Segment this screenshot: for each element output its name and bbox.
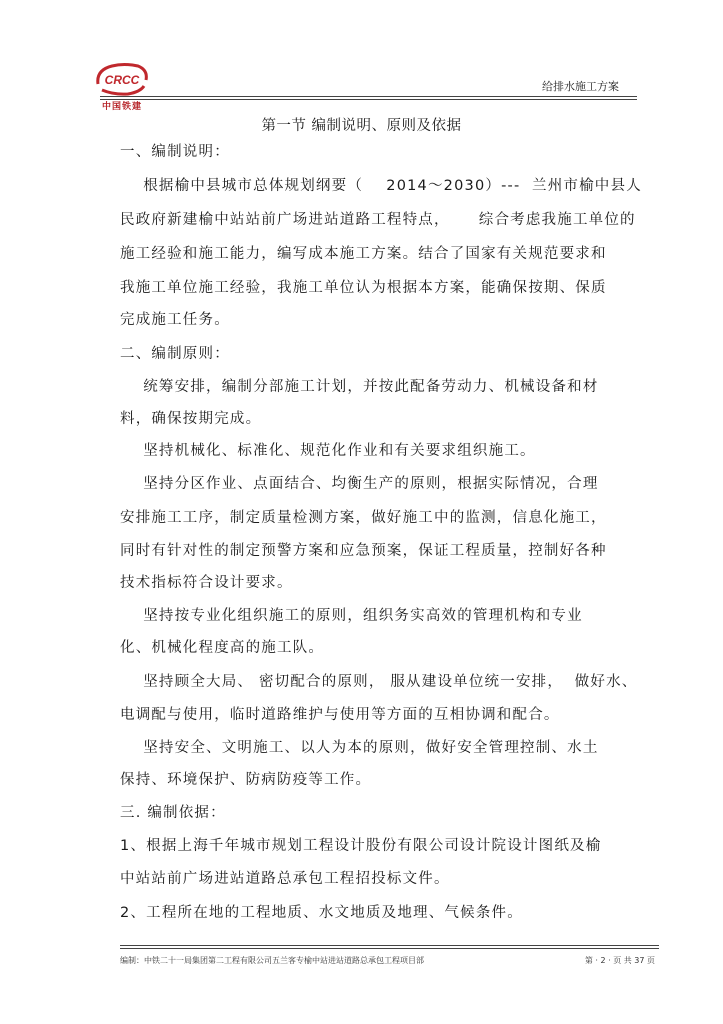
header-divider [100,96,637,100]
paragraph-line: 1、根据上海千年城市规划工程设计股份有限公司设计院设计图纸及榆 [120,838,602,854]
footer-compiler: 编制：中铁二十一局集团第二工程有限公司五兰客专榆中站进站道路总承包工程项目部 [120,956,424,965]
paragraph-line: 我施工单位施工经验，我施工单位认为根据本方案，能确保按期、保质 [120,280,607,296]
paragraph-line: 坚持按专业化组织施工的原则，组织务实高效的管理机构和专业 [120,608,583,624]
paragraph-line: 安排施工工序，制定质量检测方案，做好施工中的监测，信息化施工， [120,510,607,526]
paragraph-line: 根据榆中县城市总体规划纲要（ 2014～2030）--- 兰州市榆中县人 [120,178,642,194]
crcc-logo-icon [94,62,150,98]
header-doc-title: 给排水施工方案 [542,80,619,93]
paragraph-line: 坚持机械化、标准化、规范化作业和有关要求组织施工。 [120,443,536,459]
paragraph-line: 技术指标符合设计要求。 [120,575,293,591]
paragraph-line: 坚持分区作业、点面结合、均衡生产的原则，根据实际情况，合理 [120,476,599,492]
paragraph-line: 统筹安排，编制分部施工计划，并按此配备劳动力、机械设备和材 [120,379,599,395]
paragraph-line: 电调配与使用，临时道路维护与使用等方面的互相协调和配合。 [120,707,560,723]
paragraph-line: 坚持顾全大局、 密切配合的原则， 服从建设单位统一安排， 做好水、 [120,674,638,690]
paragraph-line: 施工经验和施工能力，编写成本施工方案。结合了国家有关规范要求和 [120,246,607,262]
logo-abbr: CRCC [104,73,140,87]
company-logo [92,62,152,112]
logo-company-name: 中国铁建 [101,102,142,112]
heading-compilation-notes: 一、编制说明： [120,144,230,160]
heading-compilation-basis: 三. 编制依据： [120,805,226,821]
paragraph-line: 料，确保按期完成。 [120,411,262,427]
footer-divider [120,945,659,949]
paragraph-line: 化、机械化程度高的施工队。 [120,640,325,656]
paragraph-line: 中站站前广场进站道路总承包工程招投标文件。 [120,871,450,887]
paragraph-line: 同时有针对性的制定预警方案和应急预案，保证工程质量，控制好各种 [120,543,607,559]
paragraph-line: 2、工程所在地的工程地质、水文地质及地理、气候条件。 [120,905,523,921]
paragraph-line: 民政府新建榆中站站前广场进站道路工程特点， 综合考虑我施工单位的 [120,212,636,228]
paragraph-line: 完成施工任务。 [120,312,230,328]
heading-compilation-principles: 二、编制原则： [120,346,230,362]
paragraph-line: 坚持安全、文明施工、以人为本的原则，做好安全管理控制、水土 [120,740,599,756]
section-title: 第一节 编制说明、原则及依据 [261,118,462,134]
paragraph-line: 保持、环境保护、防病防疫等工作。 [120,772,372,788]
footer-page-number: 第 · 2 · 页 共 37 页 [584,956,655,965]
